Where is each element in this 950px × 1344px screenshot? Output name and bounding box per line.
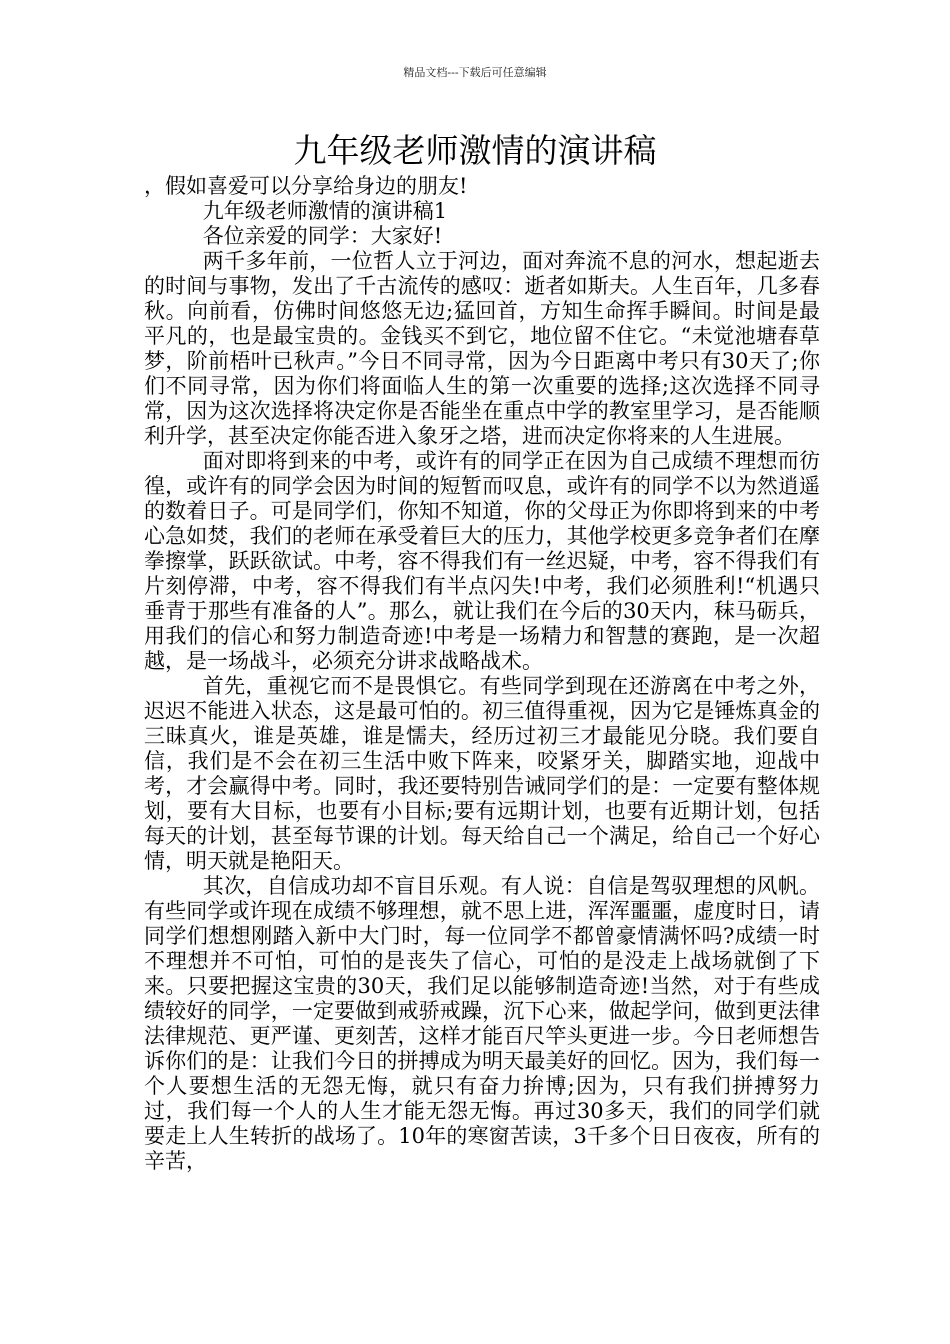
paragraph-body: 面对即将到来的中考，或许有的同学正在因为自己成绩不理想而彷徨，或许有的同学会因为时间的短暂而叹息，或许有的同学不以为然逍遥的数着日子。可是同学们，你知不知道，你的父母正为你即将到来的中考心急如焚，我们的老师在承受着巨大的压力，其他学校更多竞争者们在摩拳擦掌，跃跃欲试。中考，容不得我们有一丝迟疑，中考，容不得我们有片刻停滞，中考，容不得我们有半点闪失!中考，我们必须胜利!“机遇只垂青于那些有准备的人”。那么，就让我们在今后的30天内，秣马砺兵，用我们的信心和努力制造奇迹!中考是一场精力和智慧的赛跑，是一次超越，是一场战斗，必须充分讲求战略战术。 bbox=[144, 449, 820, 673]
paragraph-intro: ，假如喜爱可以分享给身边的朋友! bbox=[144, 174, 468, 198]
document-body bbox=[144, 174, 820, 1174]
paragraph-body: 首先，重视它而不是畏惧它。有些同学到现在还游离在中考之外，迟迟不能进入状态，这是最可怕的。初三值得重视，因为它是锤炼真金的三昧真火，谁是英雄，谁是懦夫，经历过初三才最能见分晓。我们要自信，我们是不会在初三生活中败下阵来，咬紧牙关，脚踏实地，迎战中考，才会赢得中考。同时，我还要特别告诫同学们的是：一定要有整体规划，要有大目标，也要有小目标;要有远期计划，也要有近期计划，包括每天的计划，甚至每节课的计划。每天给自己一个满足，给自己一个好心情，明天就是艳阳天。 bbox=[144, 674, 820, 873]
page-header: 精品文档---下载后可任意编辑 bbox=[403, 66, 547, 79]
paragraph-subtitle: 九年级老师激情的演讲稿1 bbox=[202, 199, 448, 223]
document-title: 九年级老师激情的演讲稿 bbox=[293, 131, 657, 170]
paragraph-body: 其次，自信成功却不盲目乐观。有人说：自信是驾驭理想的风帆。有些同学或许现在成绩不够理想，就不思上进，浑浑噩噩，虚度时日，请同学们想想刚踏入新中大门时，每一位同学不都曾豪情满怀吗?成绩一时不理想并不可怕，可怕的是丧失了信心，可怕的是没走上战场就倒了下来。只要把握这宝贵的30天，我们足以能够制造奇迹!当然，对于有些成绩较好的同学，一定要做到戒骄戒躁，沉下心来，做起学问，做到更法律法律规范、更严谨、更刻苦，这样才能百尺竿头更进一步。今日老师想告诉你们的是：让我们今日的拼搏成为明天最美好的回忆。因为，我们每一个人要想生活的无怨无悔，就只有奋力拚博;因为，只有我们拼搏努力过，我们每一个人的人生才能无怨无悔。再过30多天，我们的同学们就要走上人生转折的战场了。10年的寒窗苦读，3千多个日日夜夜，所有的辛苦， bbox=[144, 874, 820, 1173]
paragraph-body: 两千多年前，一位哲人立于河边，面对奔流不息的河水，想起逝去的时间与事物，发出了千古流传的感叹：逝者如斯夫。人生百年，几多春秋。向前看，仿佛时间悠悠无边;猛回首，方知生命挥手瞬间。时间是最平凡的，也是最宝贵的。金钱买不到它，地位留不住它。“未觉池塘春草梦，阶前梧叶已秋声。”今日不同寻常，因为今日距离中考只有30天了;你们不同寻常，因为你们将面临人生的第一次重要的选择;这次选择不同寻常，因为这次选择将决定你是否能坐在重点中学的教室里学习，是否能顺利升学，甚至决定你能否进入象牙之塔，进而决定你将来的人生进展。 bbox=[144, 249, 820, 448]
paragraph-greeting: 各位亲爱的同学：大家好! bbox=[202, 224, 443, 248]
